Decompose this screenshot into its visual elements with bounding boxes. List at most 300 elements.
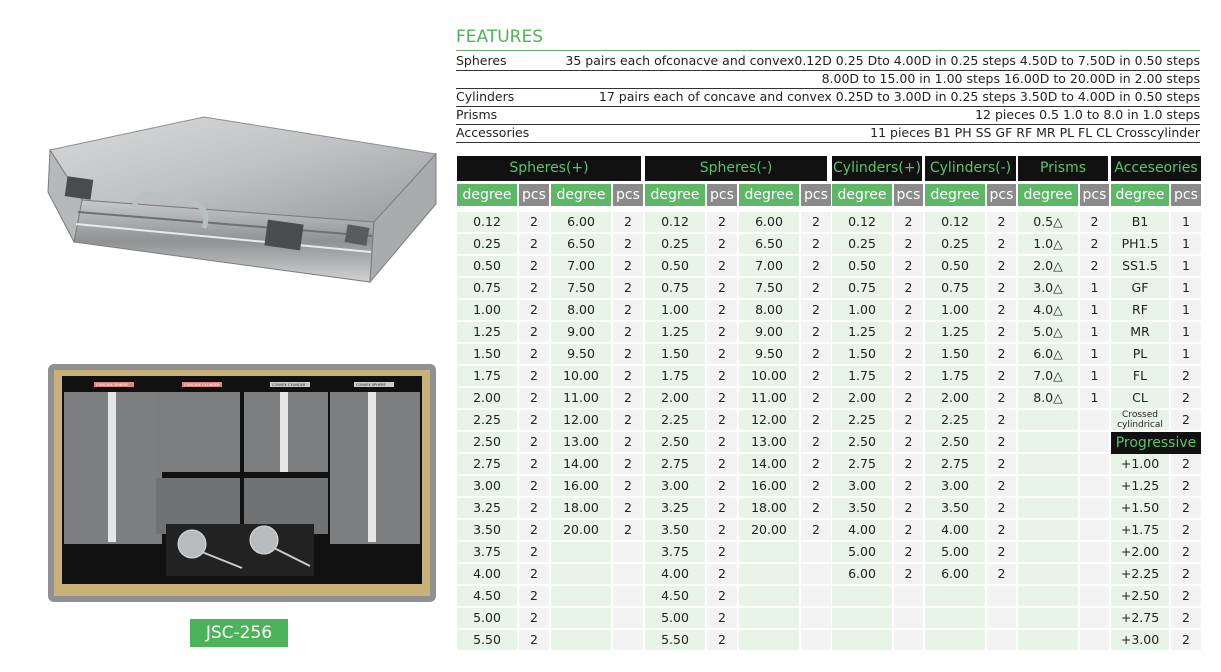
degree-cell: 7.00: [551, 256, 611, 276]
pcs-cell: 2: [707, 366, 737, 386]
pcs-cell: 2: [801, 234, 831, 254]
group-header: Prisms: [1018, 156, 1108, 181]
pcs-cell: 1: [1080, 278, 1109, 298]
degree-cell: 3.00: [457, 476, 517, 496]
degree-cell: [739, 608, 799, 628]
pcs-cell: 2: [613, 388, 643, 408]
pcs-cell: 2: [801, 432, 831, 452]
degree-cell: 3.25: [457, 498, 517, 518]
pcs-header: pcs: [1171, 184, 1201, 206]
degree-cell: 2.25: [925, 410, 985, 430]
pcs-cell: 2: [987, 322, 1016, 342]
pcs-cell: 2: [1171, 388, 1201, 408]
degree-cell: 2.50: [645, 432, 705, 452]
pcs-cell: 2: [1080, 256, 1109, 276]
degree-cell: GF: [1111, 278, 1169, 298]
pcs-cell: 2: [707, 410, 737, 430]
degree-cell: 2.75: [925, 454, 985, 474]
feature-row: [456, 70, 1200, 89]
pcs-cell: 2: [613, 498, 643, 518]
degree-cell: 0.50: [645, 256, 705, 276]
degree-cell: [1018, 630, 1078, 650]
degree-cell: RF: [1111, 300, 1169, 320]
pcs-header: pcs: [1080, 184, 1109, 206]
pcs-cell: [894, 586, 923, 606]
tray-label: CONCAVE SPHERE: [96, 383, 128, 387]
degree-cell: 4.00: [645, 564, 705, 584]
feature-value: 35 pairs each ofconacve and convex0.12D 0.25 Dto 4.00D in 0.25 steps 4.50D to 7.50D in 0.50 steps: [565, 53, 1200, 68]
degree-cell: [551, 564, 611, 584]
degree-cell: 0.12: [457, 212, 517, 232]
pcs-cell: 1: [1171, 278, 1201, 298]
pcs-cell: 2: [894, 454, 923, 474]
pcs-cell: 2: [707, 520, 737, 540]
pcs-cell: 2: [707, 498, 737, 518]
pcs-cell: 2: [613, 432, 643, 452]
pcs-cell: 2: [519, 344, 549, 364]
degree-header: degree: [457, 184, 517, 206]
pcs-cell: 2: [894, 564, 923, 584]
pcs-cell: 2: [1171, 586, 1201, 606]
degree-cell: 1.00: [457, 300, 517, 320]
degree-cell: 0.75: [832, 278, 892, 298]
feature-value: 11 pieces B1 PH SS GF RF MR PL FL CL Crosscylinder: [870, 125, 1200, 140]
pcs-cell: 2: [1171, 410, 1201, 430]
lens-tray-photo: [48, 364, 436, 602]
degree-cell: 6.00: [925, 564, 985, 584]
pcs-cell: 2: [519, 410, 549, 430]
pcs-cell: 2: [613, 520, 643, 540]
feature-value: 12 pieces 0.5 1.0 to 8.0 in 1.0 steps: [975, 107, 1200, 122]
degree-cell: +1.25: [1111, 476, 1169, 496]
pcs-cell: [1080, 498, 1109, 518]
degree-cell: 1.50: [832, 344, 892, 364]
pcs-cell: [613, 564, 643, 584]
pcs-cell: 2: [613, 476, 643, 496]
degree-cell: 13.00: [551, 432, 611, 452]
pcs-cell: 2: [987, 256, 1016, 276]
degree-cell: PL: [1111, 344, 1169, 364]
pcs-cell: 1: [1171, 256, 1201, 276]
degree-header: degree: [925, 184, 985, 206]
feature-value: 17 pairs each of concave and convex 0.25D to 3.00D in 0.25 steps 3.50D to 4.00D in 0.50 steps: [598, 89, 1200, 104]
pcs-cell: [1080, 410, 1109, 430]
degree-cell: 6.00: [739, 212, 799, 232]
pcs-cell: 2: [987, 542, 1016, 562]
pcs-cell: 1: [1171, 212, 1201, 232]
pcs-cell: 2: [519, 234, 549, 254]
degree-cell: 2.00: [457, 388, 517, 408]
degree-cell: 20.00: [739, 520, 799, 540]
degree-cell: 10.00: [551, 366, 611, 386]
pcs-cell: 2: [707, 344, 737, 364]
degree-cell: 7.00: [739, 256, 799, 276]
degree-cell: 1.00: [832, 300, 892, 320]
trial-lens-case-photo: [44, 112, 440, 296]
pcs-header: pcs: [987, 184, 1016, 206]
pcs-cell: 2: [613, 278, 643, 298]
degree-cell: [739, 564, 799, 584]
pcs-cell: 2: [1171, 564, 1201, 584]
pcs-cell: 2: [1080, 234, 1109, 254]
degree-cell: 0.25: [925, 234, 985, 254]
pcs-cell: [1080, 608, 1109, 628]
degree-cell: [551, 608, 611, 628]
pcs-cell: 2: [519, 366, 549, 386]
pcs-cell: 2: [519, 278, 549, 298]
pcs-cell: 2: [1171, 454, 1201, 474]
degree-cell: 9.50: [551, 344, 611, 364]
pcs-cell: [1080, 476, 1109, 496]
degree-cell: Crossed cylindrical: [1111, 410, 1169, 430]
degree-cell: 2.75: [457, 454, 517, 474]
degree-header: degree: [832, 184, 892, 206]
pcs-cell: 2: [613, 410, 643, 430]
degree-cell: 20.00: [551, 520, 611, 540]
feature-row: [456, 124, 1200, 143]
pcs-cell: [613, 608, 643, 628]
pcs-cell: [801, 586, 831, 606]
pcs-cell: 2: [1171, 366, 1201, 386]
pcs-cell: 2: [519, 322, 549, 342]
pcs-cell: [801, 542, 831, 562]
group-header: Acceseories: [1111, 156, 1201, 181]
degree-cell: 2.25: [832, 410, 892, 430]
progressive-header: Progressive: [1111, 432, 1201, 454]
pcs-cell: 2: [707, 630, 737, 650]
pcs-cell: 2: [987, 234, 1016, 254]
degree-cell: 5.50: [457, 630, 517, 650]
pcs-cell: 2: [1171, 498, 1201, 518]
pcs-cell: 2: [519, 212, 549, 232]
group-header: Cylinders(-): [925, 156, 1016, 181]
feature-value: 8.00D to 15.00 in 1.00 steps 16.00D to 20.00D in 2.00 steps: [821, 71, 1200, 86]
degree-cell: +1.00: [1111, 454, 1169, 474]
group-header: Spheres(-): [645, 156, 827, 181]
degree-cell: 6.0△: [1018, 344, 1078, 364]
degree-cell: 2.50: [925, 432, 985, 452]
pcs-cell: 2: [1171, 630, 1201, 650]
degree-cell: 5.00: [457, 608, 517, 628]
pcs-cell: 1: [1080, 388, 1109, 408]
pcs-cell: [801, 564, 831, 584]
degree-cell: 1.25: [925, 322, 985, 342]
pcs-cell: 2: [707, 388, 737, 408]
degree-cell: 1.25: [645, 322, 705, 342]
pcs-cell: 2: [1171, 542, 1201, 562]
pcs-cell: 2: [894, 256, 923, 276]
degree-cell: [739, 586, 799, 606]
pcs-cell: 2: [707, 586, 737, 606]
pcs-cell: 2: [987, 366, 1016, 386]
degree-cell: 3.50: [457, 520, 517, 540]
degree-cell: 0.5△: [1018, 212, 1078, 232]
degree-cell: 0.75: [457, 278, 517, 298]
pcs-cell: 1: [1171, 322, 1201, 342]
model-badge: JSC-256: [190, 619, 288, 647]
pcs-cell: 2: [613, 212, 643, 232]
pcs-cell: 2: [801, 454, 831, 474]
pcs-cell: 2: [987, 454, 1016, 474]
pcs-cell: 2: [894, 520, 923, 540]
degree-cell: [1018, 542, 1078, 562]
pcs-cell: 2: [707, 212, 737, 232]
degree-cell: +2.50: [1111, 586, 1169, 606]
degree-cell: 2.75: [832, 454, 892, 474]
degree-cell: [1018, 498, 1078, 518]
pcs-cell: 2: [613, 344, 643, 364]
degree-cell: 14.00: [551, 454, 611, 474]
pcs-cell: 2: [519, 476, 549, 496]
pcs-cell: 2: [613, 366, 643, 386]
pcs-cell: [613, 586, 643, 606]
pcs-cell: [801, 608, 831, 628]
pcs-cell: 2: [987, 388, 1016, 408]
degree-cell: 14.00: [739, 454, 799, 474]
degree-cell: +1.50: [1111, 498, 1169, 518]
pcs-cell: 2: [987, 432, 1016, 452]
group-header: Cylinders(+): [832, 156, 922, 181]
degree-cell: 1.75: [645, 366, 705, 386]
degree-cell: 5.50: [645, 630, 705, 650]
degree-cell: 2.00: [645, 388, 705, 408]
pcs-cell: 2: [519, 520, 549, 540]
degree-cell: 18.00: [551, 498, 611, 518]
tray-label: CONVEX SPHERE: [356, 383, 386, 387]
degree-cell: [925, 630, 985, 650]
degree-cell: 1.25: [832, 322, 892, 342]
degree-cell: 3.75: [457, 542, 517, 562]
pcs-cell: 2: [894, 300, 923, 320]
pcs-cell: 2: [894, 542, 923, 562]
degree-header: degree: [551, 184, 611, 206]
pcs-cell: 1: [1080, 366, 1109, 386]
pcs-cell: 2: [707, 256, 737, 276]
pcs-cell: 2: [894, 498, 923, 518]
degree-cell: 0.25: [645, 234, 705, 254]
pcs-cell: 2: [801, 520, 831, 540]
degree-cell: +2.00: [1111, 542, 1169, 562]
degree-cell: 5.00: [925, 542, 985, 562]
degree-cell: 3.50: [832, 498, 892, 518]
pcs-cell: 2: [894, 432, 923, 452]
degree-cell: 1.75: [832, 366, 892, 386]
pcs-cell: 2: [519, 388, 549, 408]
degree-cell: [739, 630, 799, 650]
pcs-cell: [1080, 542, 1109, 562]
pcs-cell: 2: [801, 278, 831, 298]
tray-label: CONVEX CYLINDER: [272, 383, 306, 387]
pcs-cell: [613, 630, 643, 650]
pcs-cell: 2: [987, 520, 1016, 540]
pcs-header: pcs: [707, 184, 737, 206]
degree-cell: 4.0△: [1018, 300, 1078, 320]
group-header: Spheres(+): [457, 156, 641, 181]
degree-header: degree: [739, 184, 799, 206]
pcs-cell: 2: [613, 300, 643, 320]
degree-cell: 0.12: [645, 212, 705, 232]
degree-cell: 3.00: [832, 476, 892, 496]
degree-cell: 4.00: [457, 564, 517, 584]
degree-cell: 0.50: [832, 256, 892, 276]
pcs-header: pcs: [894, 184, 923, 206]
feature-label: Accessories: [456, 125, 530, 140]
degree-cell: 6.00: [551, 212, 611, 232]
degree-cell: 1.50: [925, 344, 985, 364]
degree-cell: 12.00: [739, 410, 799, 430]
features-divider: [456, 50, 1200, 51]
degree-cell: 5.0△: [1018, 322, 1078, 342]
degree-cell: 4.50: [645, 586, 705, 606]
degree-cell: +2.25: [1111, 564, 1169, 584]
pcs-cell: [894, 608, 923, 628]
degree-cell: 9.50: [739, 344, 799, 364]
pcs-cell: 2: [707, 476, 737, 496]
degree-cell: 16.00: [551, 476, 611, 496]
degree-cell: 8.00: [739, 300, 799, 320]
pcs-cell: 2: [801, 498, 831, 518]
pcs-cell: 2: [987, 278, 1016, 298]
pcs-cell: 2: [987, 300, 1016, 320]
degree-cell: 0.12: [925, 212, 985, 232]
pcs-cell: 2: [519, 432, 549, 452]
degree-cell: 4.00: [832, 520, 892, 540]
feature-label: Prisms: [456, 107, 498, 122]
degree-cell: [1018, 586, 1078, 606]
degree-cell: CL: [1111, 388, 1169, 408]
degree-cell: 3.50: [925, 498, 985, 518]
pcs-cell: 2: [1171, 476, 1201, 496]
pcs-header: pcs: [519, 184, 549, 206]
pcs-cell: 2: [707, 432, 737, 452]
degree-cell: B1: [1111, 212, 1169, 232]
pcs-cell: 2: [801, 476, 831, 496]
degree-cell: 11.00: [739, 388, 799, 408]
degree-cell: 2.75: [645, 454, 705, 474]
degree-cell: [832, 586, 892, 606]
pcs-cell: 2: [894, 234, 923, 254]
degree-header: degree: [645, 184, 705, 206]
pcs-cell: 2: [894, 212, 923, 232]
pcs-cell: 2: [894, 366, 923, 386]
degree-cell: 0.75: [925, 278, 985, 298]
degree-cell: [551, 630, 611, 650]
degree-cell: [1018, 410, 1078, 430]
degree-cell: 0.12: [832, 212, 892, 232]
pcs-cell: 2: [801, 212, 831, 232]
degree-cell: [925, 586, 985, 606]
pcs-cell: 2: [801, 366, 831, 386]
degree-cell: 3.0△: [1018, 278, 1078, 298]
pcs-cell: 1: [1171, 234, 1201, 254]
degree-header: degree: [1018, 184, 1078, 206]
degree-cell: [832, 608, 892, 628]
degree-cell: 5.00: [645, 608, 705, 628]
degree-cell: [1018, 564, 1078, 584]
pcs-cell: 2: [987, 498, 1016, 518]
feature-label: Cylinders: [456, 89, 515, 104]
degree-cell: 3.50: [645, 520, 705, 540]
degree-cell: 5.00: [832, 542, 892, 562]
pcs-cell: 2: [519, 564, 549, 584]
pcs-cell: 2: [987, 410, 1016, 430]
degree-cell: 7.50: [739, 278, 799, 298]
degree-cell: [832, 630, 892, 650]
degree-cell: 1.25: [457, 322, 517, 342]
pcs-cell: 1: [1171, 300, 1201, 320]
degree-cell: 1.50: [645, 344, 705, 364]
degree-cell: 7.50: [551, 278, 611, 298]
degree-cell: 16.00: [739, 476, 799, 496]
degree-cell: 1.0△: [1018, 234, 1078, 254]
degree-cell: 10.00: [739, 366, 799, 386]
pcs-cell: 1: [1080, 322, 1109, 342]
degree-cell: 13.00: [739, 432, 799, 452]
features-title: FEATURES: [456, 27, 544, 47]
degree-cell: 1.00: [645, 300, 705, 320]
degree-cell: 8.00: [551, 300, 611, 320]
degree-cell: [551, 586, 611, 606]
degree-cell: [551, 542, 611, 562]
degree-cell: 6.50: [551, 234, 611, 254]
degree-cell: 2.50: [457, 432, 517, 452]
pcs-header: pcs: [613, 184, 643, 206]
feature-row: [456, 88, 1200, 107]
pcs-cell: 2: [613, 454, 643, 474]
pcs-cell: 2: [519, 630, 549, 650]
pcs-cell: 2: [894, 344, 923, 364]
pcs-cell: 2: [894, 322, 923, 342]
pcs-cell: 2: [519, 542, 549, 562]
pcs-cell: 2: [519, 586, 549, 606]
degree-cell: +2.75: [1111, 608, 1169, 628]
degree-cell: 2.00: [925, 388, 985, 408]
pcs-cell: 2: [801, 388, 831, 408]
pcs-cell: 2: [987, 564, 1016, 584]
pcs-cell: 2: [707, 454, 737, 474]
pcs-cell: 1: [1080, 344, 1109, 364]
degree-cell: 12.00: [551, 410, 611, 430]
degree-cell: 8.0△: [1018, 388, 1078, 408]
degree-cell: 6.00: [832, 564, 892, 584]
pcs-cell: 2: [894, 388, 923, 408]
degree-cell: 0.50: [457, 256, 517, 276]
pcs-cell: 1: [1171, 344, 1201, 364]
degree-cell: 7.0△: [1018, 366, 1078, 386]
pcs-cell: 2: [801, 322, 831, 342]
degree-cell: [739, 542, 799, 562]
pcs-cell: 2: [987, 212, 1016, 232]
pcs-cell: [801, 630, 831, 650]
pcs-cell: [1080, 520, 1109, 540]
pcs-cell: [894, 630, 923, 650]
degree-cell: 2.00: [832, 388, 892, 408]
pcs-cell: 2: [987, 476, 1016, 496]
pcs-cell: 2: [707, 322, 737, 342]
pcs-cell: 2: [1171, 520, 1201, 540]
degree-cell: 4.00: [925, 520, 985, 540]
pcs-cell: [987, 630, 1016, 650]
degree-cell: [1018, 454, 1078, 474]
pcs-cell: 2: [519, 608, 549, 628]
pcs-cell: 2: [801, 344, 831, 364]
pcs-cell: 2: [987, 344, 1016, 364]
degree-cell: +3.00: [1111, 630, 1169, 650]
pcs-cell: 2: [894, 278, 923, 298]
degree-cell: [1018, 520, 1078, 540]
degree-cell: 2.50: [832, 432, 892, 452]
degree-cell: 1.00: [925, 300, 985, 320]
